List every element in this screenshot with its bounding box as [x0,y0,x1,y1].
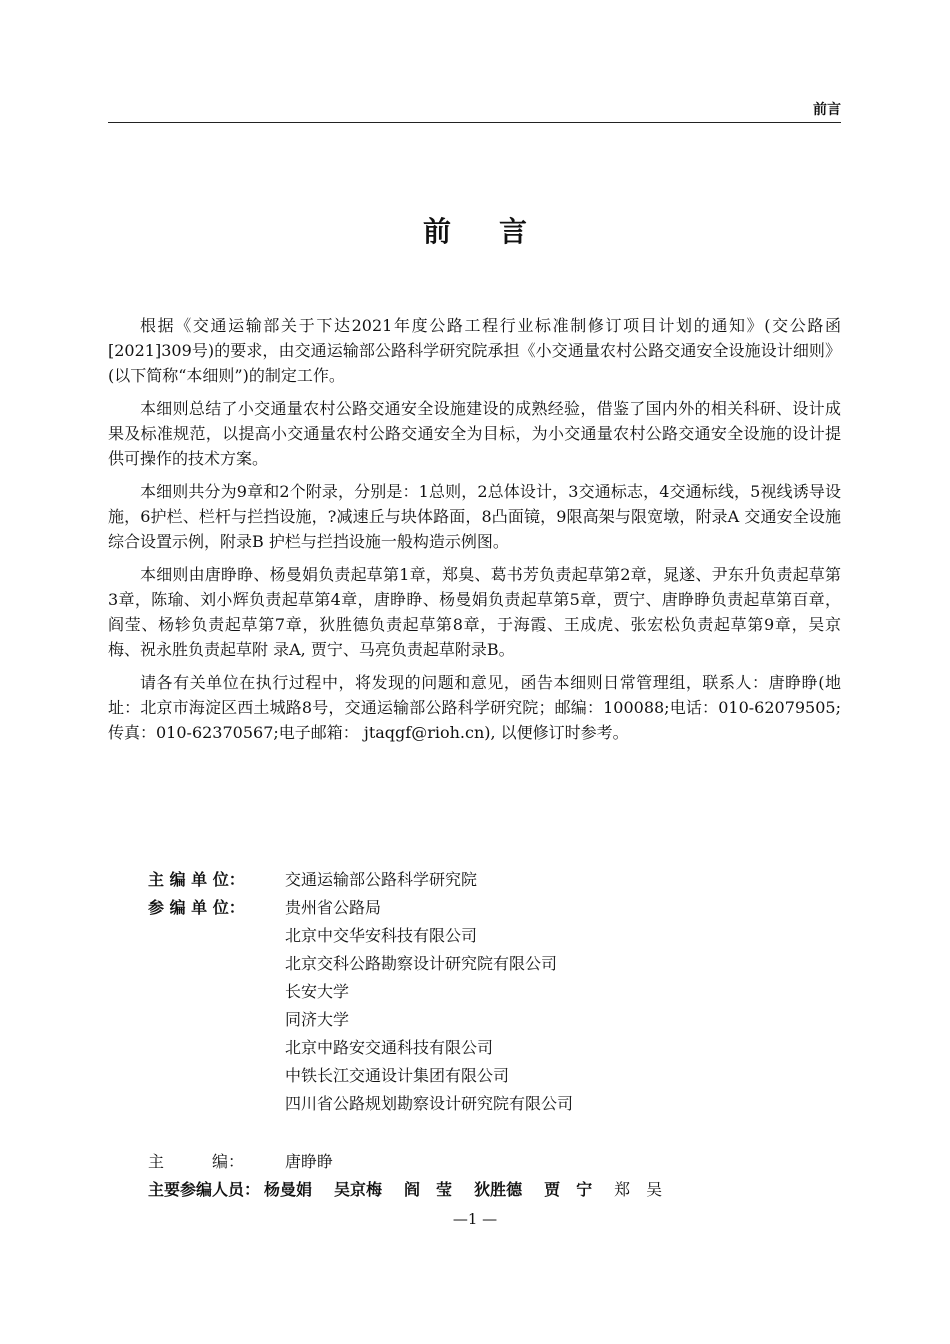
paragraph-basis: 根据《交通运输部关于下达2021年度公路工程行业标准制修订项目计划的通知》(交公路函[2021]309号)的要求，由交通运输部公路科学研究院承担《小交通量农村公路交通安全设施设计细则》(以下简称“本细则”)的制定工作。 [108,316,841,385]
paragraph-summary: 本细则总结了小交通量农村公路交通安全设施建设的成熟经验，借鉴了国内外的相关科研、设计成果及标准规范，以提高小交通量农村公路交通安全为目标，为小交通量农村公路交通安全设施的设计提供可操作的技术方案。 [108,399,841,468]
chief-editor-value: 唐睁睁 [285,1152,334,1171]
paragraph-structure: 本细则共分为9章和2个附录，分别是：1总则，2总体设计，3交通标志，4交通标线，5视线诱导设施，6护栏、栏杆与拦挡设施，?减速丘与块体路面，8凸面镜，9限高架与限宽墩，附录A 交通安全设施综合设置示例，附录B 护栏与拦挡设施一般构造示例图。 [108,482,841,551]
chief-unit-label: 主 编 单 位： [148,870,245,889]
participating-units-row [148,894,841,922]
chief-unit-row [148,866,841,894]
participating-unit: 北京中交华安科技有限公司 [285,926,478,945]
participant-name: 阎 莹 [404,1180,453,1199]
chief-unit-value: 交通运输部公路科学研究院 [285,870,478,889]
paragraph-drafters: 本细则由唐睁睁、杨曼娟负责起草第1章，郑臭、葛书芳负责起草第2章，晁遂、尹东升负责起草第3章，陈瑜、刘小辉负责起草第4章，唐睁睁、杨曼娟负责起草第5章，贾宁、唐睁睁负责起草第百章，阎莹、杨轸负责起草第7章，狄胜德负责起草第8章，于海霞、王成虎、张宏松负责起草第9章，吴京梅、祝永胜负责起草附 录A, 贾宁、马亮负责起草附录B。 [108,565,841,659]
header-rule [108,122,841,123]
participating-unit: 同济大学 [285,1010,350,1029]
page-number: —1 — [452,1210,498,1228]
page-title: 前言 [422,215,575,248]
chief-editor-row [148,1148,333,1176]
chief-editor-label: 主 编： [148,1152,245,1171]
participant-name: 杨曼娟 [264,1180,313,1199]
participating-unit: 北京中路安交通科技有限公司 [285,1038,494,1057]
participating-unit: 贵州省公路局 [285,898,382,917]
participant-name: 郑 吴 [614,1180,663,1199]
participating-units-label: 参 编 单 位： [148,898,245,917]
participating-unit: 中铁长江交通设计集团有限公司 [285,1066,510,1085]
credits-block [148,866,841,1118]
participant-name: 狄胜德 [474,1180,523,1199]
preface-body [108,313,841,753]
main-participants-list [264,1176,662,1204]
main-participants-label: 主要参编人员： [148,1180,261,1199]
participating-unit: 长安大学 [285,982,350,1001]
participant-name: 吴京梅 [334,1180,383,1199]
participating-unit: 四川省公路规划勘察设计研究院有限公司 [285,1094,574,1113]
participant-name: 贾 宁 [544,1180,593,1199]
running-head: 前言 [813,102,841,118]
main-participants-row [148,1176,662,1204]
participating-unit: 北京交科公路勘察设计研究院有限公司 [285,954,558,973]
paragraph-contact: 请各有关单位在执行过程中，将发现的问题和意见，函告本细则日常管理组，联系人：唐睁睁(地址：北京市海淀区西土城路8号，交通运输部公路科学研究院；邮编：100088;电话：010-62079505;传真：010-62370567;电子邮箱： jtaqgf@rioh.cn), 以便修订时参考。 [108,673,841,742]
participating-units-list [285,922,841,1118]
